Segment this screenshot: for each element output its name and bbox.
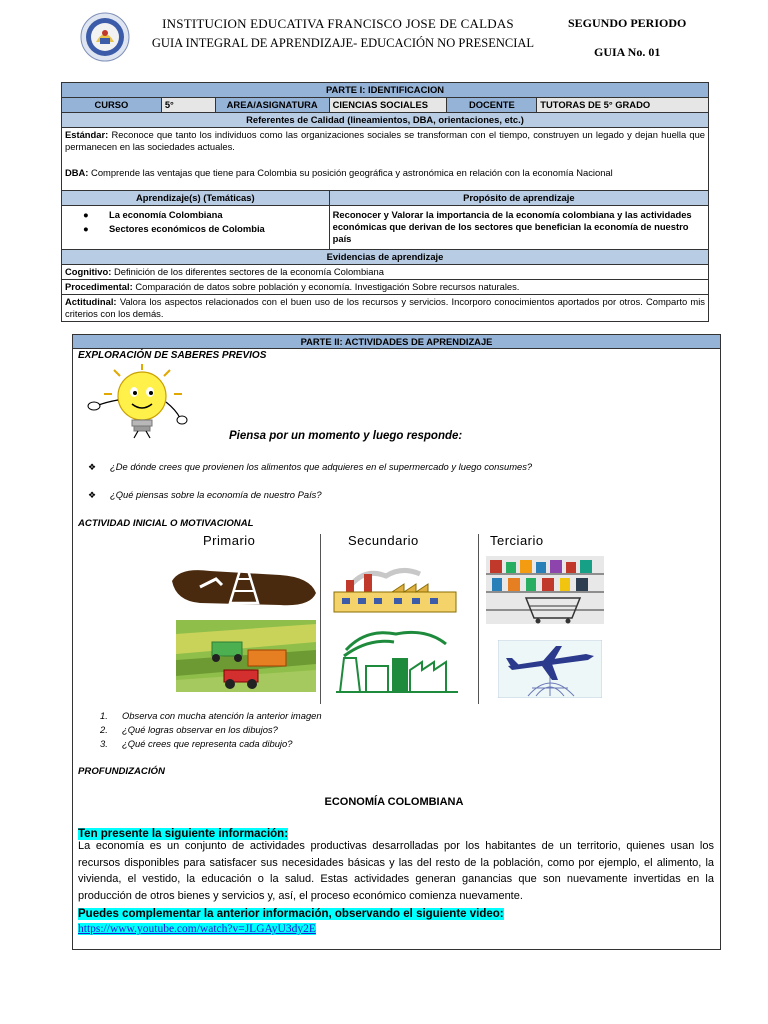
course-value: 5° (161, 98, 215, 113)
sector-primary-title: Primario (203, 533, 256, 548)
teacher-value: TUTORAS DE 5° GRADO (537, 98, 709, 113)
dba-text: Comprende las ventajas que tiene para Colombia su posición geográfica y astronómica en relación con la economía Nacional (91, 167, 613, 178)
factory-icon (332, 566, 458, 614)
info-highlight: Ten presente la siguiente información: (78, 828, 289, 840)
cognitive-row: Cognitivo: Definición de los diferentes sectores de la economía Colombiana (62, 265, 709, 280)
list-item: 2. ¿Qué logras observar en los dibujos? (100, 724, 278, 735)
sector-tertiary-title: Terciario (490, 533, 544, 548)
learning-item: ● Sectores económicos de Colombia (83, 223, 265, 234)
exploration-heading: EXPLORACIÓN DE SABERES PREVIOS (78, 350, 267, 361)
initial-activity-heading: ACTIVIDAD INICIAL O MOTIVACIONAL (78, 518, 254, 529)
attitudinal-row: Actitudinal: Valora los aspectos relacionados con el buen uso de los recursos y servicios. Incorporo conocimientos aportados por otros. Comparto mis criterios con los demás. (62, 295, 709, 322)
farm-tractor-icon (176, 620, 316, 692)
industrial-plant-icon (336, 628, 458, 694)
video-link-wrapper (78, 919, 316, 937)
question-item: ❖ ¿Qué piensas sobre la economía de nuestro País? (88, 489, 322, 500)
standard-label: Estándar: (65, 129, 109, 140)
part2-title: PARTE II: ACTIVIDADES DE APRENDIZAJE (73, 335, 720, 349)
topic-title: ECONOMÍA COLOMBIANA (324, 796, 464, 808)
identification-table (61, 82, 709, 322)
video-link[interactable]: https://www.youtube.com/watch?v=JLGAyU3dy2E (78, 923, 316, 935)
deepening-heading: PROFUNDIZACIÓN (78, 766, 165, 777)
think-prompt: Piensa por un momento y luego responde: (229, 430, 463, 442)
course-label: CURSO (62, 98, 162, 113)
observation-list (100, 709, 322, 751)
area-label: AREA/ASIGNATURA (215, 98, 329, 113)
guide-number: GUIA No. 01 (594, 45, 661, 59)
guide-title: GUIA INTEGRAL DE APRENDIZAJE- EDUCACIÓN NO PRESENCIAL (151, 36, 535, 50)
purpose-text: Reconocer y Valorar la importancia de la economía colombiana y las actividades económicas que derivan de los sectores que benefician la economía de nuestro país (329, 206, 708, 250)
lightbulb-mascot-icon (82, 364, 220, 440)
info-paragraph: La economía es un conjunto de actividades productivas desarrolladas por los habitantes de un territorio, quienes usan los recursos disponibles para satisfacer sus necesidades básicas y las del resto de la población, como por ejemplo, el alimento, la vivienda, el vestido, la educación o la salud. Estas actividades generan ganancias que son nuevamente invertidas en la producción de otros bienes y servicios y, así, el proceso económico comienza nuevamente. (78, 840, 714, 902)
institution-name: INSTITUCION EDUCATIVA FRANCISCO JOSE DE CALDAS (162, 16, 514, 31)
list-item: 1. Observa con mucha atención la anterior imagen (100, 710, 322, 721)
procedural-row: Procedimental: Comparación de datos sobre población y economía. Investigación Sobre recursos naturales. (62, 280, 709, 295)
oil-derrick-icon (170, 553, 320, 609)
sector-secondary-title: Secundario (348, 533, 419, 548)
list-item: 3. ¿Qué crees que representa cada dibujo? (100, 738, 293, 749)
airplane-icon (498, 640, 602, 698)
teacher-label: DOCENTE (447, 98, 537, 113)
dba-label: DBA: (65, 167, 89, 178)
sector-divider (478, 534, 479, 704)
purpose-title: Propósito de aprendizaje (329, 191, 708, 206)
sector-divider (320, 534, 321, 704)
supermarket-shelves-icon (486, 556, 604, 624)
area-value: CIENCIAS SOCIALES (329, 98, 447, 113)
standards-cell (62, 128, 709, 191)
learning-item: ● La economía Colombiana (83, 209, 223, 220)
question-item: ❖ ¿De dónde crees que provienen los alimentos que adquieres en el supermercado y luego consumes? (88, 461, 533, 472)
part1-title: PARTE I: IDENTIFICACION (62, 83, 709, 98)
references-title: Referentes de Calidad (lineamientos, DBA, orientaciones, etc.) (62, 113, 709, 128)
standard-text: Reconoce que tanto los individuos como las organizaciones sociales se transforman con el tiempo, construyen un legado y dejan huella que permanecen en las sociedades actuales. (65, 129, 706, 152)
learning-title: Aprendizaje(s) (Temáticas) (62, 191, 330, 206)
evidence-title: Evidencias de aprendizaje (62, 250, 709, 265)
learning-cell (62, 206, 330, 250)
period-label: SEGUNDO PERIODO (568, 16, 687, 30)
video-highlight: Puedes complementar la anterior información, observando el siguiente video: (78, 908, 504, 920)
